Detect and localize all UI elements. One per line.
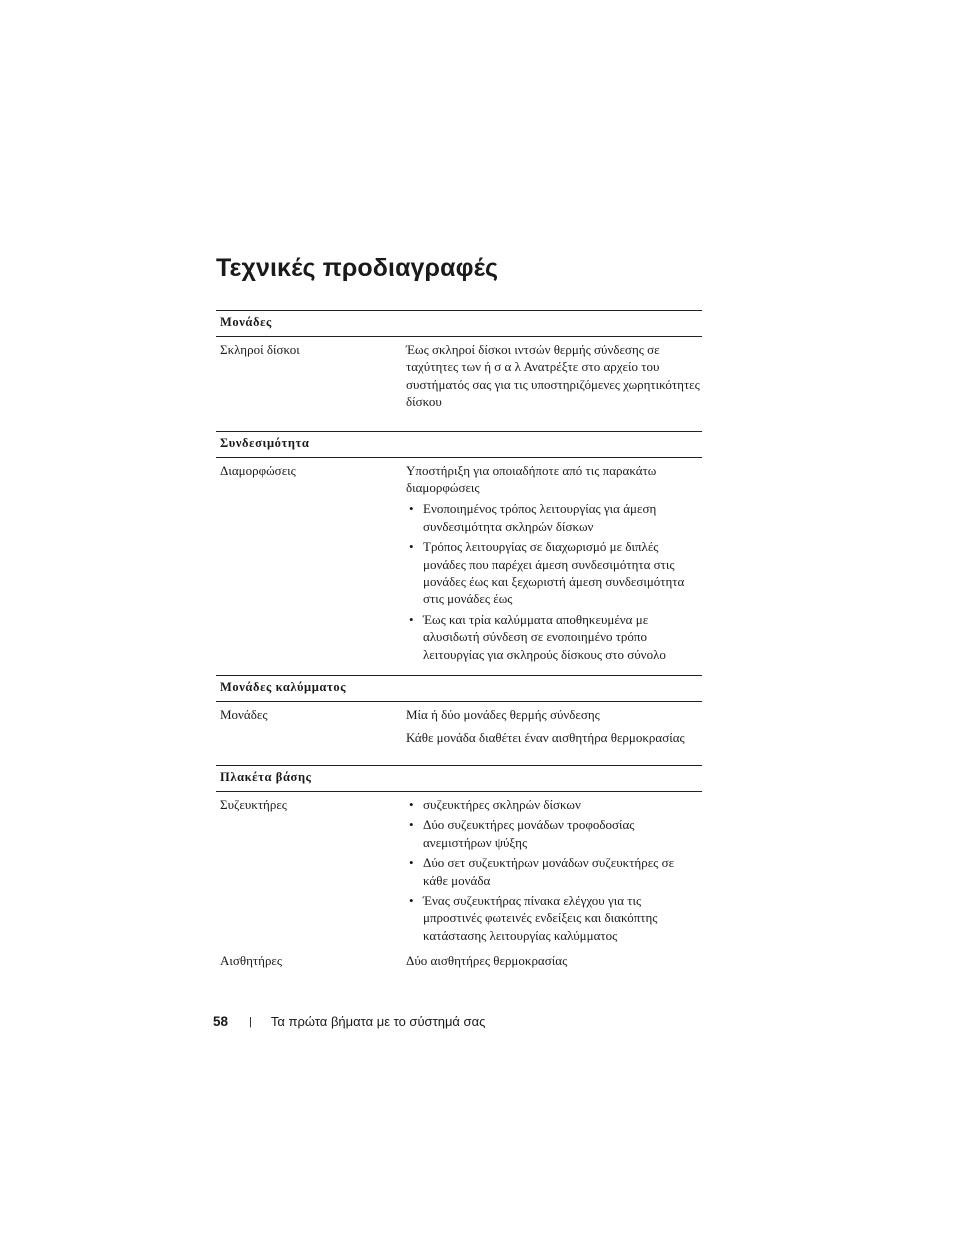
spec-value xyxy=(406,462,702,665)
spec-value xyxy=(406,341,702,416)
list-item: • Δύο συζευκτήρες μονάδων τροφοδοσίας ανεμιστήρων ψύξης xyxy=(409,817,635,850)
spec-label: Συζευκτήρες xyxy=(220,796,287,812)
section-heading-connectivity: Συνδεσιμότητα xyxy=(216,431,702,458)
bullet-icon: • xyxy=(409,796,414,812)
section-heading-enclosure-modules: Μονάδες καλύμματος xyxy=(216,675,702,702)
spec-value xyxy=(406,706,702,751)
bullet-icon: • xyxy=(409,501,414,517)
list-item: • Δύο σετ συζευκτήρων μονάδων συζευκτήρες σε κάθε μονάδα xyxy=(409,855,675,888)
list-item: • συζευκτήρες σκληρών δίσκων xyxy=(409,796,581,812)
section-heading-drives: Μονάδες xyxy=(216,310,702,337)
bullet-icon: • xyxy=(409,539,414,555)
spec-row-configurations xyxy=(216,458,702,665)
spec-paragraph: Υποστήριξη για οποιαδήποτε από τις παρακάτω διαμορφώσεις xyxy=(406,462,657,496)
spec-paragraph: Κάθε μονάδα διαθέτει έναν αισθητήρα θερμοκρασίας xyxy=(406,729,685,745)
spec-label: Μονάδες xyxy=(220,707,268,723)
page-title: Τεχνικές προδιαγραφές xyxy=(216,254,499,282)
list-item: • Έως και τρία καλύμματα αποθηκευμένα με αλυσιδωτή σύνδεση σε ενοποιημένο τρόπο λειτουργίας για σκληρούς δίσκους στο σύνολο xyxy=(409,611,666,662)
bullet-list xyxy=(406,500,702,663)
spec-table xyxy=(216,310,702,975)
spec-row-modules xyxy=(216,702,702,751)
section-heading-backplane: Πλακέτα βάσης xyxy=(216,765,702,792)
footer-chapter-title: Τα πρώτα βήματα με το σύστημά σας xyxy=(270,1014,486,1029)
page-footer xyxy=(213,1014,485,1029)
spec-value xyxy=(406,952,702,974)
spec-row-connectors xyxy=(216,792,702,946)
spec-row-sensors xyxy=(216,946,702,974)
bullet-icon: • xyxy=(409,611,414,627)
spec-paragraph: Μία ή δύο μονάδες θερμής σύνδεσης xyxy=(406,707,600,723)
spec-label: Σκληροί δίσκοι xyxy=(220,342,300,357)
bullet-list xyxy=(406,796,702,944)
bullet-icon: • xyxy=(409,817,414,833)
list-item: • Ενοποιημένος τρόπος λειτουργίας για άμεση συνδεσιμότητα σκληρών δίσκων xyxy=(409,501,657,534)
bullet-icon: • xyxy=(409,892,414,908)
spec-label: Αισθητήρες xyxy=(220,953,283,969)
spec-row-hard-drives xyxy=(216,337,702,416)
spec-label: Διαμορφώσεις xyxy=(220,462,296,478)
list-item: • Ένας συζευκτήρας πίνακα ελέγχου για τις μπροστινές φωτεινές ενδείξεις και διακόπτης κατάστασης λειτουργίας καλύμματος xyxy=(409,892,658,943)
bullet-icon: • xyxy=(409,855,414,871)
page-number: 58 xyxy=(213,1014,229,1029)
list-item: • Τρόπος λειτουργίας σε διαχωρισμό με διπλές μονάδες που παρέχει άμεση συνδεσιμότητα στις μονάδες έως και ξεχωριστή άμεση συνδεσιμότητα στις μονάδες έως xyxy=(409,539,685,607)
footer-separator: | xyxy=(249,1015,252,1028)
spec-value xyxy=(406,796,702,946)
spec-paragraph: Έως σκληροί δίσκοι ιντσών θερμής σύνδεσης σε ταχύτητες των ή σ α λ Ανατρέξτε στο αρχείο του συστήματός σας για τις υποστηριζόμενες χωρητικότητες δίσκου xyxy=(406,342,700,410)
spec-paragraph: Δύο αισθητήρες θερμοκρασίας xyxy=(406,953,568,969)
